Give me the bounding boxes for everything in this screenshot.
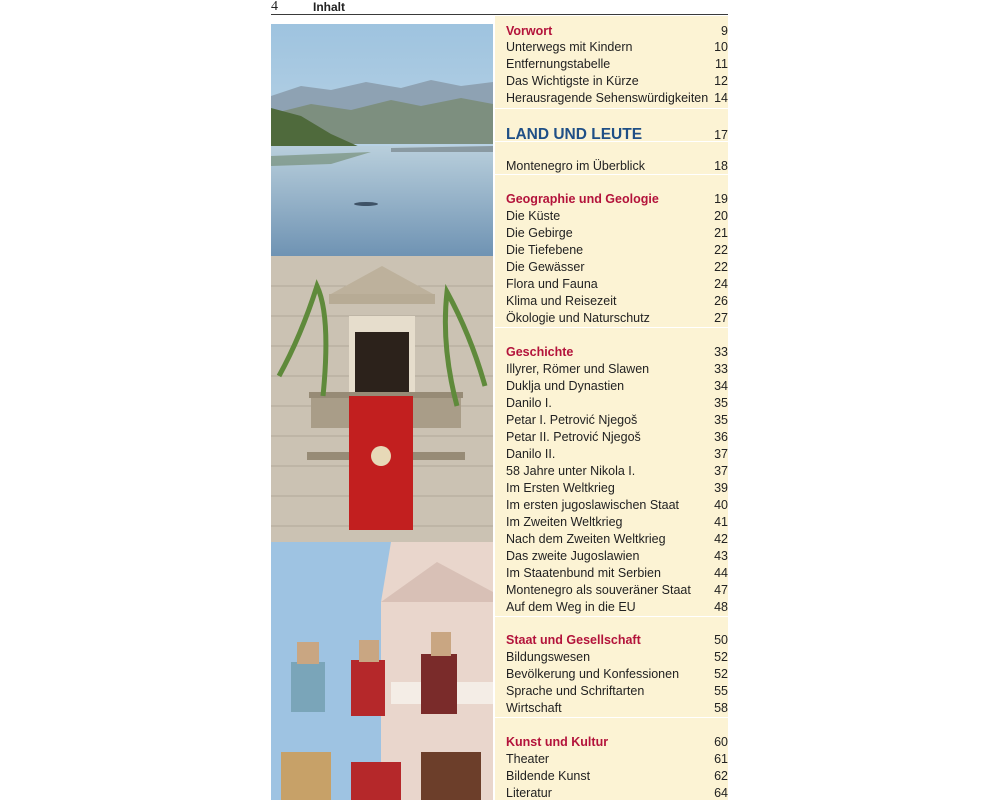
toc-label: Theater <box>506 752 550 766</box>
toc-label: 58 Jahre unter Nikola I. <box>506 464 636 478</box>
toc-entry <box>506 683 728 700</box>
toc-entry <box>506 259 728 276</box>
toc-page-number: 17 <box>714 128 728 142</box>
toc-page-number: 42 <box>714 532 728 546</box>
toc-entry <box>506 599 728 616</box>
toc-entry <box>506 751 728 768</box>
toc-page-number: 24 <box>714 277 728 291</box>
toc-entry <box>506 768 728 785</box>
toc-page-number: 11 <box>715 57 728 71</box>
toc-label: Die Küste <box>506 209 561 223</box>
folk-dancers-photo <box>271 542 493 800</box>
toc-label: LAND UND LEUTE <box>506 126 643 143</box>
toc-entry <box>506 310 728 327</box>
toc-label: Die Gebirge <box>506 226 573 240</box>
toc-page-number: 58 <box>714 701 728 715</box>
toc-page-number: 37 <box>714 447 728 461</box>
toc-entry <box>506 649 728 666</box>
toc-label: Nach dem Zweiten Weltkrieg <box>506 532 666 546</box>
toc-entry <box>506 242 728 259</box>
balcony-flag-photo <box>271 256 493 542</box>
toc-section-heading <box>506 191 728 208</box>
toc-page-number: 10 <box>714 40 728 54</box>
toc-page-number: 36 <box>714 430 728 444</box>
toc-section-divider <box>495 717 728 718</box>
toc-label: Illyrer, Römer und Slawen <box>506 362 650 376</box>
toc-page-number: 9 <box>721 24 728 38</box>
page-number: 4 <box>271 0 278 14</box>
toc-page-number: 35 <box>714 396 728 410</box>
toc-entry <box>506 276 728 293</box>
toc-label: Ökologie und Naturschutz <box>506 311 650 325</box>
toc-label: Im Staatenbund mit Serbien <box>506 566 661 580</box>
toc-entry <box>506 446 728 463</box>
toc-page-number: 34 <box>714 379 728 393</box>
toc-label: Im Zweiten Weltkrieg <box>506 515 623 529</box>
toc-page-number: 61 <box>714 752 728 766</box>
toc-label: Auf dem Weg in die EU <box>506 600 636 614</box>
toc-label: Montenegro im Überblick <box>506 159 645 173</box>
toc-entry <box>506 582 728 599</box>
toc-label: Literatur <box>506 786 552 800</box>
toc-label: Petar I. Petrović Njegoš <box>506 413 638 427</box>
toc-label: Die Tiefebene <box>506 243 584 257</box>
toc-page-number: 21 <box>714 226 728 240</box>
toc-label: Kunst und Kultur <box>506 735 609 749</box>
toc-page-number: 64 <box>714 786 728 800</box>
toc-page-number: 39 <box>714 481 728 495</box>
toc-entry <box>506 208 728 225</box>
toc-entry <box>506 531 728 548</box>
toc-label: Bildende Kunst <box>506 769 591 783</box>
table-of-contents <box>495 16 728 800</box>
toc-entry <box>506 480 728 497</box>
toc-label: Die Gewässer <box>506 260 585 274</box>
toc-entry <box>506 785 728 802</box>
toc-entry <box>506 497 728 514</box>
toc-label: Geschichte <box>506 345 574 359</box>
toc-label: Im ersten jugoslawischen Staat <box>506 498 680 512</box>
toc-entry <box>506 293 728 310</box>
toc-page-number: 60 <box>714 735 728 749</box>
toc-entry <box>506 514 728 531</box>
toc-part-heading <box>506 124 728 146</box>
toc-entry <box>506 225 728 242</box>
toc-section-heading <box>506 632 728 649</box>
toc-page-number: 18 <box>714 159 728 173</box>
toc-label: Das Wichtigste in Kürze <box>506 74 639 88</box>
toc-page-number: 55 <box>714 684 728 698</box>
toc-entry <box>506 548 728 565</box>
toc-page-number: 26 <box>714 294 728 308</box>
toc-section-divider <box>495 327 728 328</box>
toc-label: Herausragende Sehenswürdigkeiten <box>506 91 709 105</box>
toc-page-number: 43 <box>714 549 728 563</box>
toc-page-number: 12 <box>714 74 728 88</box>
toc-section-heading <box>506 23 728 40</box>
toc-entry <box>506 565 728 582</box>
toc-label: Staat und Gesellschaft <box>506 633 641 647</box>
toc-page-number: 40 <box>714 498 728 512</box>
toc-page-number: 27 <box>714 311 728 325</box>
toc-entry <box>506 39 728 56</box>
toc-label: Danilo I. <box>506 396 552 410</box>
toc-page-number: 41 <box>714 515 728 529</box>
header-title: Inhalt <box>313 0 345 14</box>
toc-label: Danilo II. <box>506 447 556 461</box>
toc-label: Das zweite Jugoslawien <box>506 549 640 563</box>
toc-page-number: 14 <box>714 91 728 105</box>
toc-label: Entfernungstabelle <box>506 57 611 71</box>
toc-label: Vorwort <box>506 24 553 38</box>
toc-page-number: 37 <box>714 464 728 478</box>
toc-label: Duklja und Dynastien <box>506 379 625 393</box>
toc-label: Klima und Reisezeit <box>506 294 617 308</box>
toc-entry <box>506 395 728 412</box>
toc-section-divider <box>495 108 728 109</box>
toc-label: Sprache und Schriftarten <box>506 684 645 698</box>
toc-entry <box>506 463 728 480</box>
toc-entry <box>506 700 728 717</box>
toc-label: Geographie und Geologie <box>506 192 659 206</box>
toc-label: Bevölkerung und Konfessionen <box>506 667 680 681</box>
toc-entry <box>506 412 728 429</box>
toc-entry <box>506 158 728 175</box>
toc-entry <box>506 429 728 446</box>
toc-entry <box>506 361 728 378</box>
toc-section-heading <box>506 734 728 751</box>
toc-page-number: 35 <box>714 413 728 427</box>
toc-page-number: 33 <box>714 362 728 376</box>
toc-page-number: 19 <box>714 192 728 206</box>
toc-label: Petar II. Petrović Njegoš <box>506 430 641 444</box>
toc-page-number: 62 <box>714 769 728 783</box>
toc-label: Unterwegs mit Kindern <box>506 40 633 54</box>
photo-column <box>271 24 493 800</box>
toc-section-divider <box>495 616 728 617</box>
toc-label: Im Ersten Weltkrieg <box>506 481 615 495</box>
toc-entry <box>506 90 728 107</box>
toc-page-number: 44 <box>714 566 728 580</box>
toc-page-number: 50 <box>714 633 728 647</box>
toc-label: Flora und Fauna <box>506 277 598 291</box>
page-header <box>271 0 728 15</box>
toc-section-heading <box>506 344 728 361</box>
toc-page-number: 33 <box>714 345 728 359</box>
toc-page-number: 52 <box>714 667 728 681</box>
toc-page-number: 48 <box>714 600 728 614</box>
toc-label: Wirtschaft <box>506 701 562 715</box>
lake-landscape-photo <box>271 24 493 256</box>
toc-entry <box>506 378 728 395</box>
toc-page-number: 52 <box>714 650 728 664</box>
toc-page-number: 22 <box>714 260 728 274</box>
toc-page-number: 47 <box>714 583 728 597</box>
toc-entry <box>506 56 728 73</box>
toc-entry <box>506 73 728 90</box>
toc-page-number: 20 <box>714 209 728 223</box>
toc-label: Montenegro als souveräner Staat <box>506 583 691 597</box>
toc-label: Bildungswesen <box>506 650 591 664</box>
toc-entry <box>506 666 728 683</box>
toc-page-number: 22 <box>714 243 728 257</box>
